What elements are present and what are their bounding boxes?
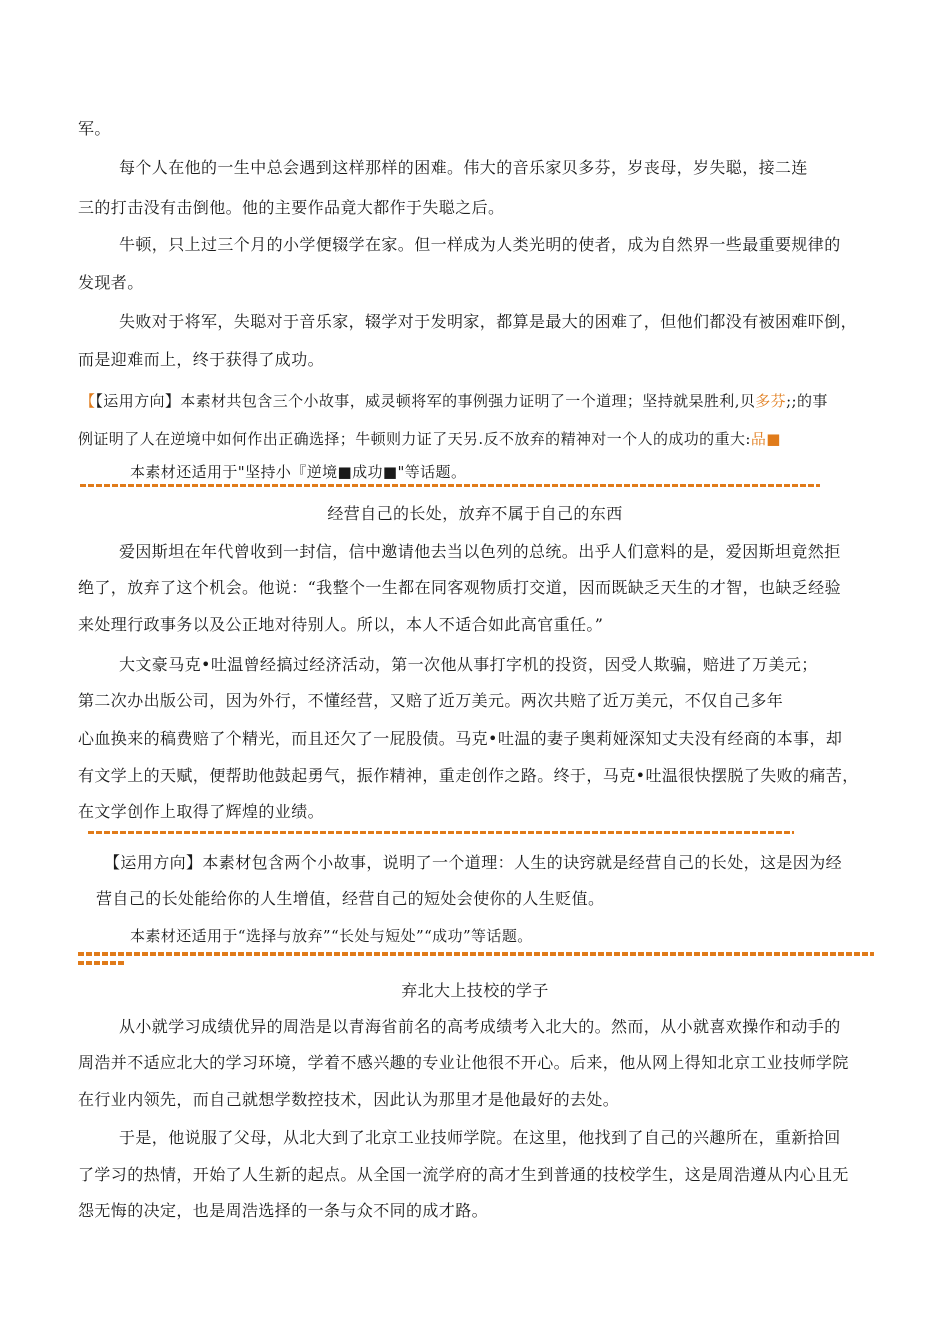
story-title: 经营自己的长处，放弃不属于自己的东西: [327, 504, 623, 523]
usage-note-line: [80, 390, 828, 412]
paragraph-line: 大文豪马克•吐温曾经搞过经济活动，第一次他从事打字机的投资，因受人欺骗，赔进了万美元；: [119, 655, 818, 674]
usage-highlight: 多芬: [755, 392, 787, 410]
paragraph-line: 每个人在他的一生中总会遇到这样那样的困难。伟大的音乐家贝多芬，岁丧母，岁失聪，接二连: [119, 158, 808, 177]
paragraph-line: 失败对于将军，失聪对于音乐家，辍学对于发明家，都算是最大的困难了，但他们都没有被困难吓倒，: [119, 312, 858, 331]
usage-highlight: 品■: [750, 430, 781, 448]
usage-text: 例证明了人在逆境中如何作出正确选择；牛顿则力证了天另.反不放弃的精神对一个人的成功的重大:: [78, 430, 751, 448]
paragraph-line: 第二次办出版公司，因为外行，不懂经营，又赔了近万美元。两次共赔了近万美元，不仅自己多年: [78, 691, 784, 710]
paragraph-line: 军。: [78, 119, 111, 138]
paragraph-line: 怨无悔的决定，也是周浩选择的一条与众不同的成才路。: [78, 1201, 489, 1220]
paragraph-line: 于是，他说服了父母，从北大到了北京工业技师学院。在这里，他找到了自己的兴趣所在，重新拾回: [119, 1128, 841, 1147]
usage-text: 【运用方向】本素材共包含三个小故事，威灵顿将军的事例强力证明了一个道理；坚持就杲胜利,贝: [95, 392, 756, 410]
paragraph-line: 牛顿，只上过三个月的小学便辍学在家。但一样成为人类光明的使者，成为自然界一些最重要规律的: [119, 235, 841, 254]
divider-rule: [78, 952, 874, 956]
paragraph-line: 从小就学习成绩优异的周浩是以青海省前名的高考成绩考入北大的。然而，从小就喜欢操作和动手的: [119, 1017, 841, 1036]
paragraph-line: 发现者。: [78, 273, 144, 292]
paragraph-line: 爱因斯坦在年代曾收到一封信，信中邀请他去当以色列的总统。出乎人们意料的是，爱因斯坦竟然拒: [119, 542, 841, 561]
usage-note-line: [78, 428, 781, 450]
usage-note-line: 本素材还适用于"坚持小『逆境■成功■"等话题。: [130, 463, 467, 481]
usage-text: ;;的事: [786, 392, 828, 410]
divider-rule: [80, 484, 820, 487]
paragraph-line: 了学习的热情，开始了人生新的起点。从全国一流学府的高才生到普通的技校学生，这是周浩遵从内心且无: [78, 1165, 849, 1184]
story-title: 弃北大上技校的学子: [401, 981, 549, 1000]
usage-note-line: 本素材还适用于“选择与放弃”“长处与短处”“成功”等话题。: [130, 927, 533, 945]
paragraph-line: 来处理行政事务以及公正地对待别人。所以，本人不适合如此高官重任。”: [78, 615, 604, 634]
paragraph-line: 三的打击没有击倒他。他的主要作品竟大都作于失聪之后。: [78, 198, 505, 217]
paragraph-line: 在行业内领先，而自己就想学数控技术，因此认为那里才是他最好的去处。: [78, 1090, 620, 1109]
paragraph-line: 在文学创作上取得了辉煌的业绩。: [78, 802, 325, 821]
bracket-mark: 【: [80, 392, 96, 410]
paragraph-line: 而是迎难而上，终于获得了成功。: [78, 350, 325, 369]
divider-rule: [88, 831, 794, 834]
usage-note-line: 营自己的长处能给你的人生增值，经营自己的短处会使你的人生贬值。: [96, 889, 605, 908]
paragraph-line: 绝了，放弃了这个机会。他说：“我整个一生都在同客观物质打交道，因而既缺乏天生的才智，也缺乏经验: [78, 578, 841, 597]
paragraph-line: 周浩并不适应北大的学习环境，学着不感兴趣的专业让他很不开心。后来，他从网上得知北京工业技师学院: [78, 1053, 849, 1072]
paragraph-line: 心血换来的稿费赔了个精光，而且还欠了一屁股债。马克•吐温的妻子奥莉娅深知丈夫没有经商的本事，却: [78, 729, 843, 748]
divider-rule: [78, 961, 124, 965]
paragraph-line: 有文学上的天赋，便帮助他鼓起勇气，振作精神，重走创作之路。终于，马克•吐温很快摆脱了失败的痛苦，: [78, 766, 859, 785]
usage-note-line: 【运用方向】本素材包含两个小故事，说明了一个道理：人生的诀窍就是经营自己的长处，这是因为经: [104, 853, 843, 872]
